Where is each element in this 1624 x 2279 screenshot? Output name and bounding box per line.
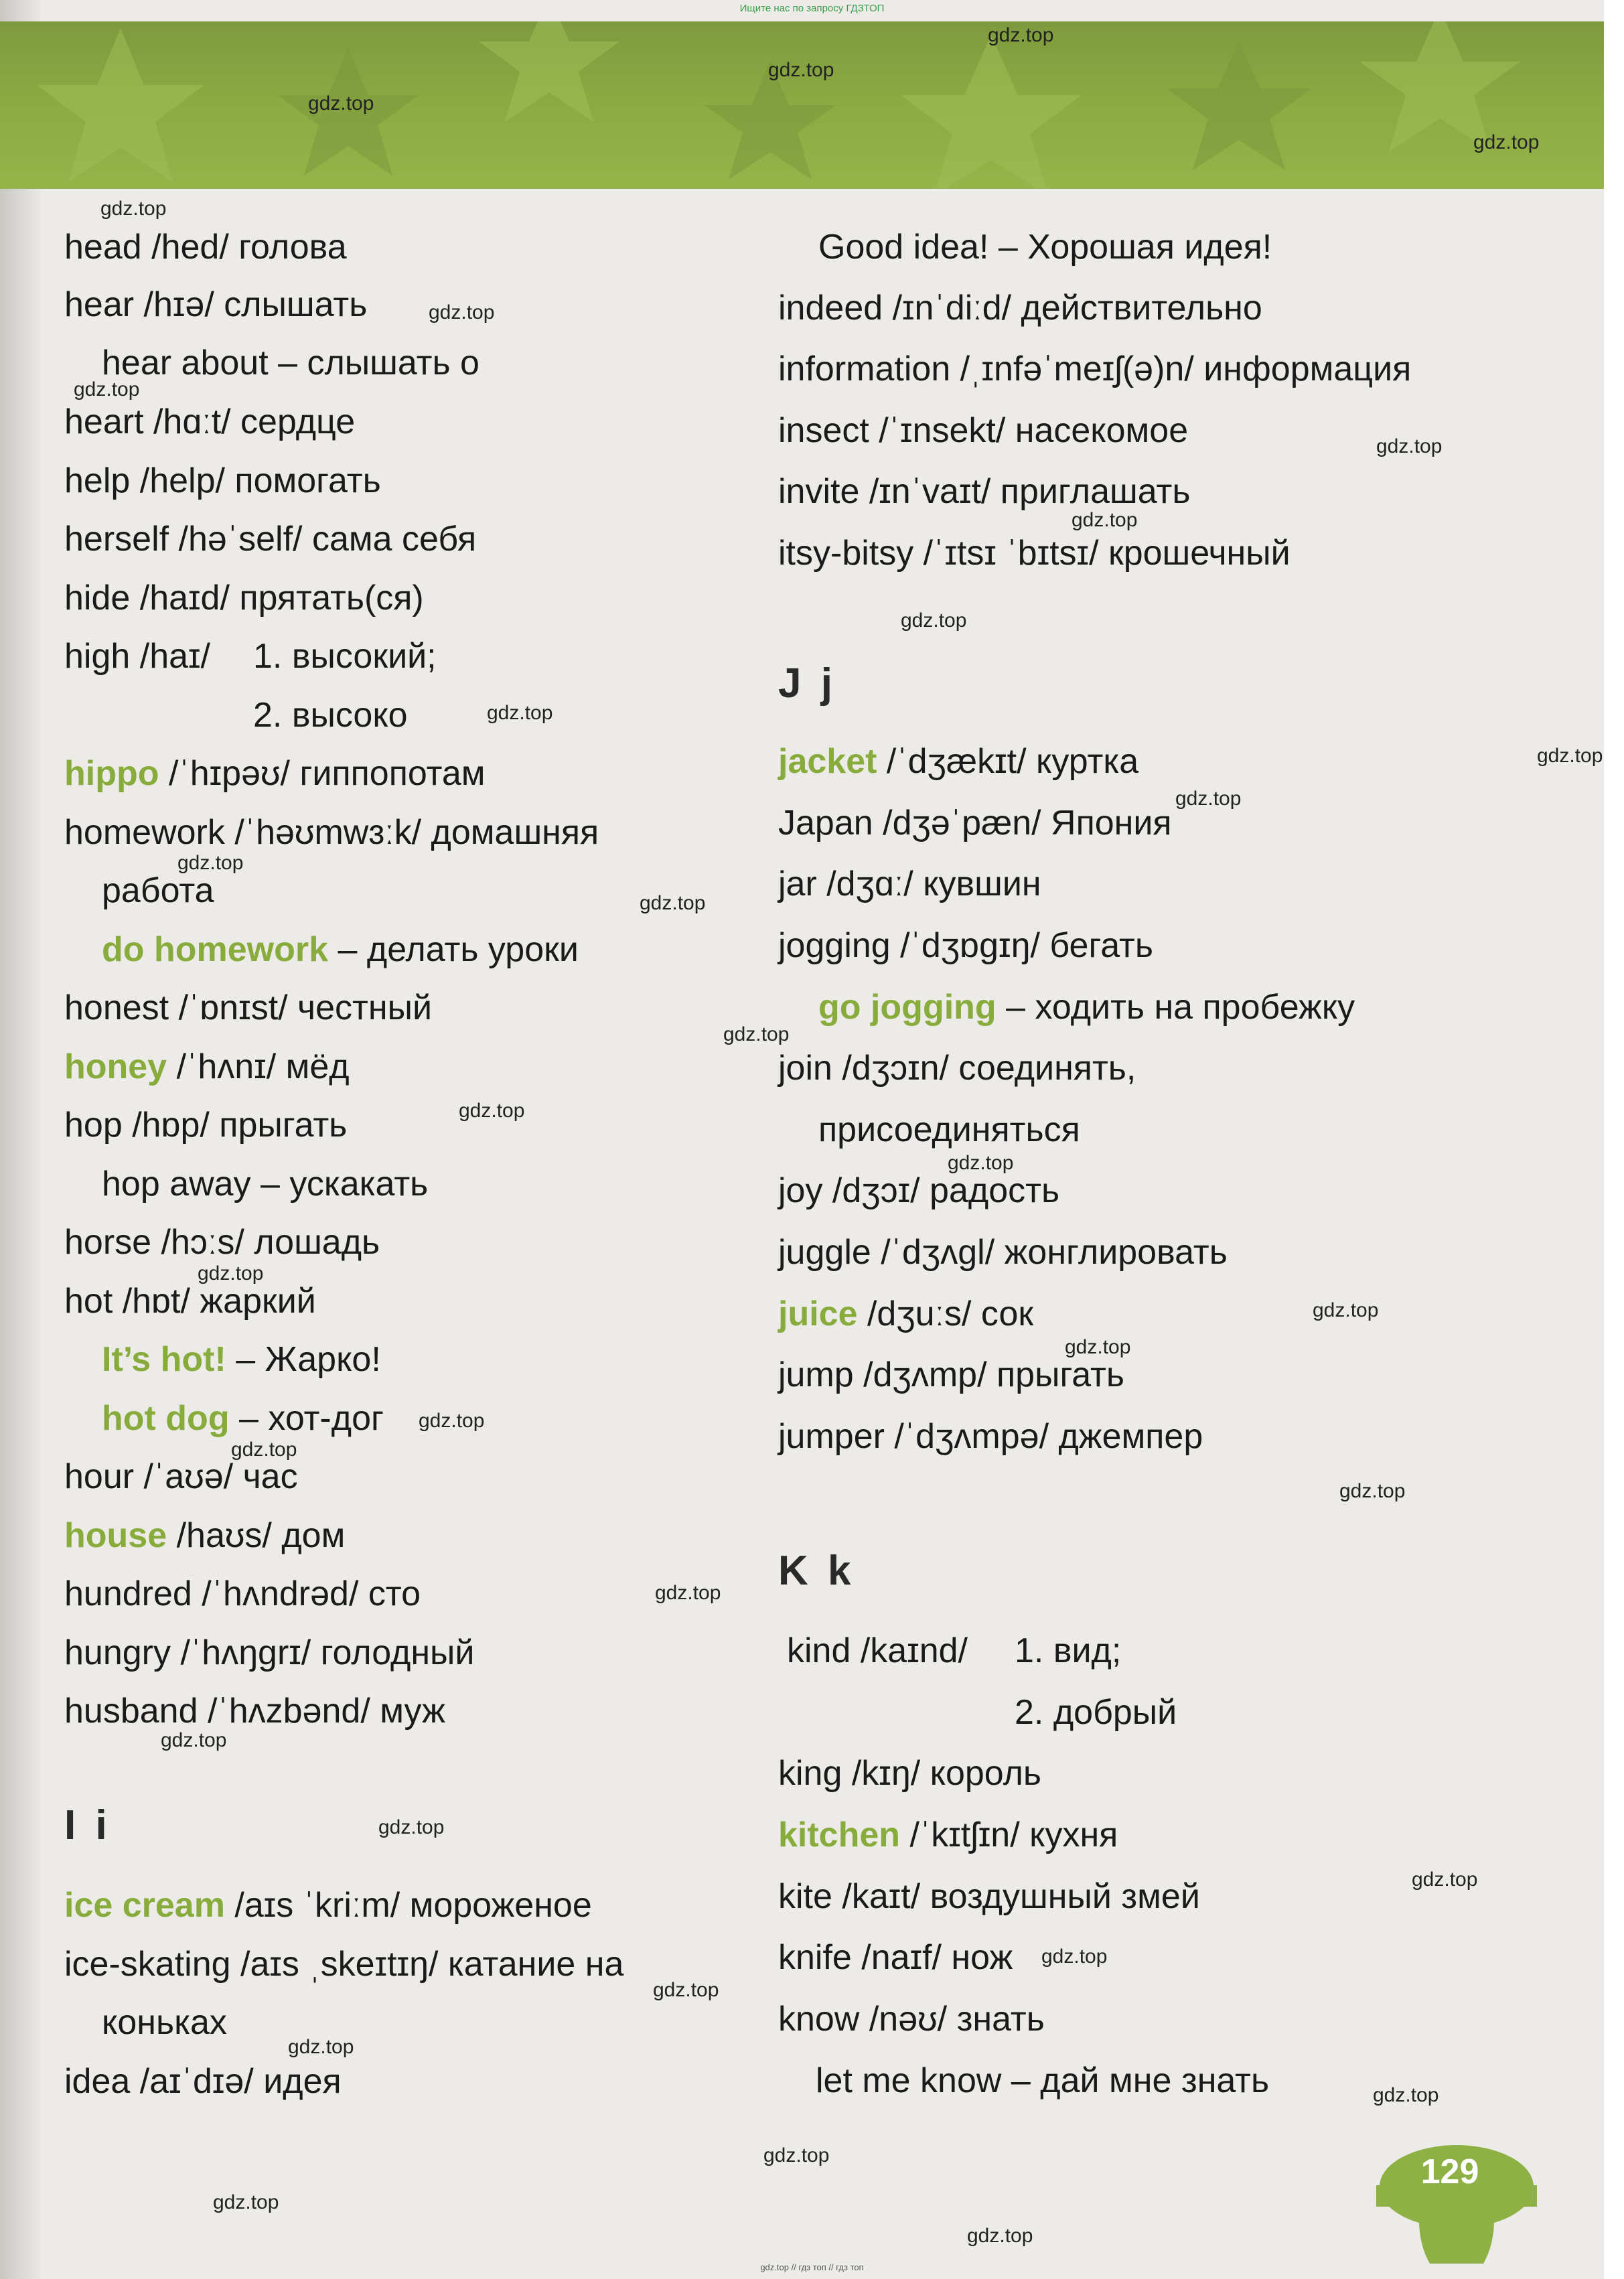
- entry-let-me-know: let me know – дай мне знать: [816, 2061, 1270, 2100]
- entry-hide: hide /haɪd/ прятать(ся): [64, 579, 424, 617]
- watermark: gdz.top: [1339, 1480, 1406, 1502]
- watermark: gdz.top: [948, 1152, 1014, 1174]
- entry-kind-sense-1: 1. вид;: [1015, 1631, 1122, 1670]
- watermark: gdz.top: [231, 1439, 297, 1461]
- entry-hot-dog: hot dog – хот-дог: [102, 1399, 384, 1438]
- entry-jump: jump /dʒʌmp/ прыгать: [778, 1355, 1124, 1394]
- watermark: gdz.top: [100, 198, 167, 220]
- watermark: gdz.top: [213, 2191, 279, 2213]
- watermark: gdz.top: [655, 1582, 721, 1604]
- letter-heading-j: J j: [778, 660, 836, 707]
- entry-kind-sense-2: 2. добрый: [1015, 1693, 1177, 1732]
- watermark: gdz.top: [640, 892, 706, 914]
- entry-hop-away: hop away – ускакать: [102, 1165, 429, 1203]
- entry-king: king /kɪŋ/ король: [778, 1754, 1041, 1793]
- watermark: gdz.top: [1373, 2084, 1439, 2106]
- watermark: gdz.top: [1412, 1868, 1478, 1891]
- entry-information: information /ˌɪnfəˈmeɪʃ(ə)n/ информация: [778, 350, 1412, 388]
- entry-ice-skating: ice-skating /aɪs ˌskeɪtɪŋ/ катание на: [64, 1945, 624, 1984]
- entry-insect: insect /ˈɪnsekt/ насекомое: [778, 411, 1189, 450]
- watermark: gdz.top: [198, 1262, 264, 1284]
- watermark: gdz.top: [1473, 131, 1540, 153]
- watermark: gdz.top: [74, 378, 140, 400]
- entry-horse: horse /hɔːs/ лошадь: [64, 1223, 380, 1262]
- entry-heart: heart /hɑːt/ сердце: [64, 402, 356, 441]
- watermark: gdz.top: [177, 852, 244, 874]
- entry-homework: homework /ˈhəʊmwɜːk/ домашняя: [64, 813, 599, 852]
- entry-jogging: jogging /ˈdʒɒgɪŋ/ бегать: [778, 926, 1153, 965]
- page-right-margin: [1604, 0, 1624, 2279]
- page-number: 129: [1420, 2152, 1479, 2191]
- entry-know: know /nəʊ/ знать: [778, 2000, 1045, 2039]
- entry-its-hot: It’s hot! – Жарко!: [102, 1340, 381, 1379]
- entry-hippo: hippo /ˈhɪpəʊ/ гиппопотам: [64, 754, 486, 793]
- entry-herself: herself /həˈself/ сама себя: [64, 520, 477, 559]
- entry-husband: husband /ˈhʌzbənd/ муж: [64, 1692, 445, 1731]
- entry-kitchen: kitchen /ˈkɪtʃɪn/ кухня: [778, 1816, 1118, 1854]
- watermark: gdz.top: [1175, 788, 1242, 810]
- entry-invite: invite /ɪnˈvaɪt/ приглашать: [778, 472, 1191, 511]
- entry-honest: honest /ˈɒnɪst/ честный: [64, 988, 432, 1027]
- watermark: gdz.top: [723, 1023, 790, 1045]
- watermark: gdz.top: [378, 1816, 445, 1838]
- entry-indeed: indeed /ɪnˈdiːd/ действительно: [778, 289, 1262, 327]
- entry-japan: Japan /dʒəˈpæn/ Япония: [778, 804, 1172, 842]
- bottom-watermark-line: gdz.top // гдз топ // гдз топ: [760, 2262, 864, 2272]
- entry-homework-cont: работа: [102, 871, 214, 910]
- entry-house: house /haʊs/ дом: [64, 1516, 346, 1555]
- entry-kind: kind /kaɪnd/: [787, 1631, 968, 1670]
- entry-head: head /hed/ голова: [64, 228, 347, 267]
- entry-hungry: hungry /ˈhʌŋgrɪ/ голодный: [64, 1633, 475, 1672]
- entry-help: help /help/ помогать: [64, 461, 381, 500]
- watermark: gdz.top: [1072, 509, 1138, 531]
- watermark: gdz.top: [288, 2036, 354, 2058]
- entry-high-sense-1: 1. высокий;: [253, 637, 437, 676]
- entry-juggle: juggle /ˈdʒʌgl/ жонглировать: [778, 1233, 1228, 1272]
- watermark: gdz.top: [1065, 1336, 1131, 1358]
- watermark: gdz.top: [1041, 1945, 1108, 1968]
- watermark: gdz.top: [653, 1979, 719, 2001]
- entry-jar: jar /dʒɑː/ кувшин: [778, 865, 1041, 903]
- entry-join: join /dʒɔɪn/ соединять,: [778, 1049, 1136, 1088]
- top-search-note: Ищите нас по запросу ГДЗТОП: [739, 3, 885, 14]
- watermark: gdz.top: [988, 24, 1054, 46]
- watermark: gdz.top: [487, 702, 553, 724]
- watermark: gdz.top: [768, 59, 834, 81]
- entry-idea: idea /aɪˈdɪə/ идея: [64, 2062, 342, 2101]
- entry-hop: hop /hɒp/ прыгать: [64, 1106, 348, 1145]
- entry-knife: knife /naɪf/ нож: [778, 1938, 1013, 1977]
- entry-hot: hot /hɒt/ жаркий: [64, 1282, 316, 1321]
- entry-kite: kite /kaɪt/ воздушный змей: [778, 1877, 1200, 1916]
- watermark: gdz.top: [459, 1100, 525, 1122]
- entry-jumper: jumper /ˈdʒʌmpə/ джемпер: [778, 1417, 1203, 1456]
- entry-honey: honey /ˈhʌnɪ/ мёд: [64, 1047, 350, 1086]
- watermark: gdz.top: [419, 1410, 485, 1432]
- page-gutter-shadow: [0, 0, 40, 2279]
- star-pattern-icon: [0, 21, 1604, 189]
- entry-hear: hear /hɪə/ слышать: [64, 285, 368, 324]
- watermark: gdz.top: [763, 2144, 830, 2166]
- watermark: gdz.top: [967, 2225, 1033, 2247]
- watermark: gdz.top: [1537, 745, 1603, 767]
- entry-high: high /haɪ/: [64, 637, 211, 676]
- entry-high-sense-2: 2. высоко: [253, 696, 408, 735]
- watermark: gdz.top: [429, 301, 495, 323]
- watermark: gdz.top: [308, 92, 374, 115]
- entry-ice-skating-cont: коньках: [102, 2003, 227, 2042]
- entry-hour: hour /ˈaʊə/ час: [64, 1457, 298, 1496]
- watermark: gdz.top: [1376, 435, 1443, 457]
- entry-ice-cream: ice cream /aɪs ˈkriːm/ мороженое: [64, 1886, 592, 1925]
- letter-heading-k: K k: [778, 1548, 855, 1594]
- watermark: gdz.top: [901, 609, 967, 632]
- watermark: gdz.top: [1313, 1299, 1379, 1321]
- entry-go-jogging: go jogging – ходить на пробежку: [818, 988, 1355, 1027]
- entry-hundred: hundred /ˈhʌndrəd/ сто: [64, 1574, 421, 1613]
- page-header-banner: [0, 21, 1604, 189]
- entry-jacket: jacket /ˈdʒækɪt/ куртка: [778, 742, 1139, 781]
- entry-do-homework: do homework – делать уроки: [102, 930, 579, 969]
- entry-juice: juice /dʒuːs/ сок: [778, 1295, 1034, 1333]
- entry-joy: joy /dʒɔɪ/ радость: [778, 1171, 1060, 1210]
- entry-join-cont: присоединяться: [818, 1110, 1080, 1149]
- watermark: gdz.top: [161, 1729, 227, 1751]
- entry-good-idea: Good idea! – Хорошая идея!: [818, 228, 1272, 267]
- letter-heading-i: I i: [64, 1802, 111, 1848]
- entry-hear-about: hear about – слышать о: [102, 344, 479, 382]
- entry-itsy-bitsy: itsy-bitsy /ˈɪtsɪ ˈbɪtsɪ/ крошечный: [778, 534, 1290, 573]
